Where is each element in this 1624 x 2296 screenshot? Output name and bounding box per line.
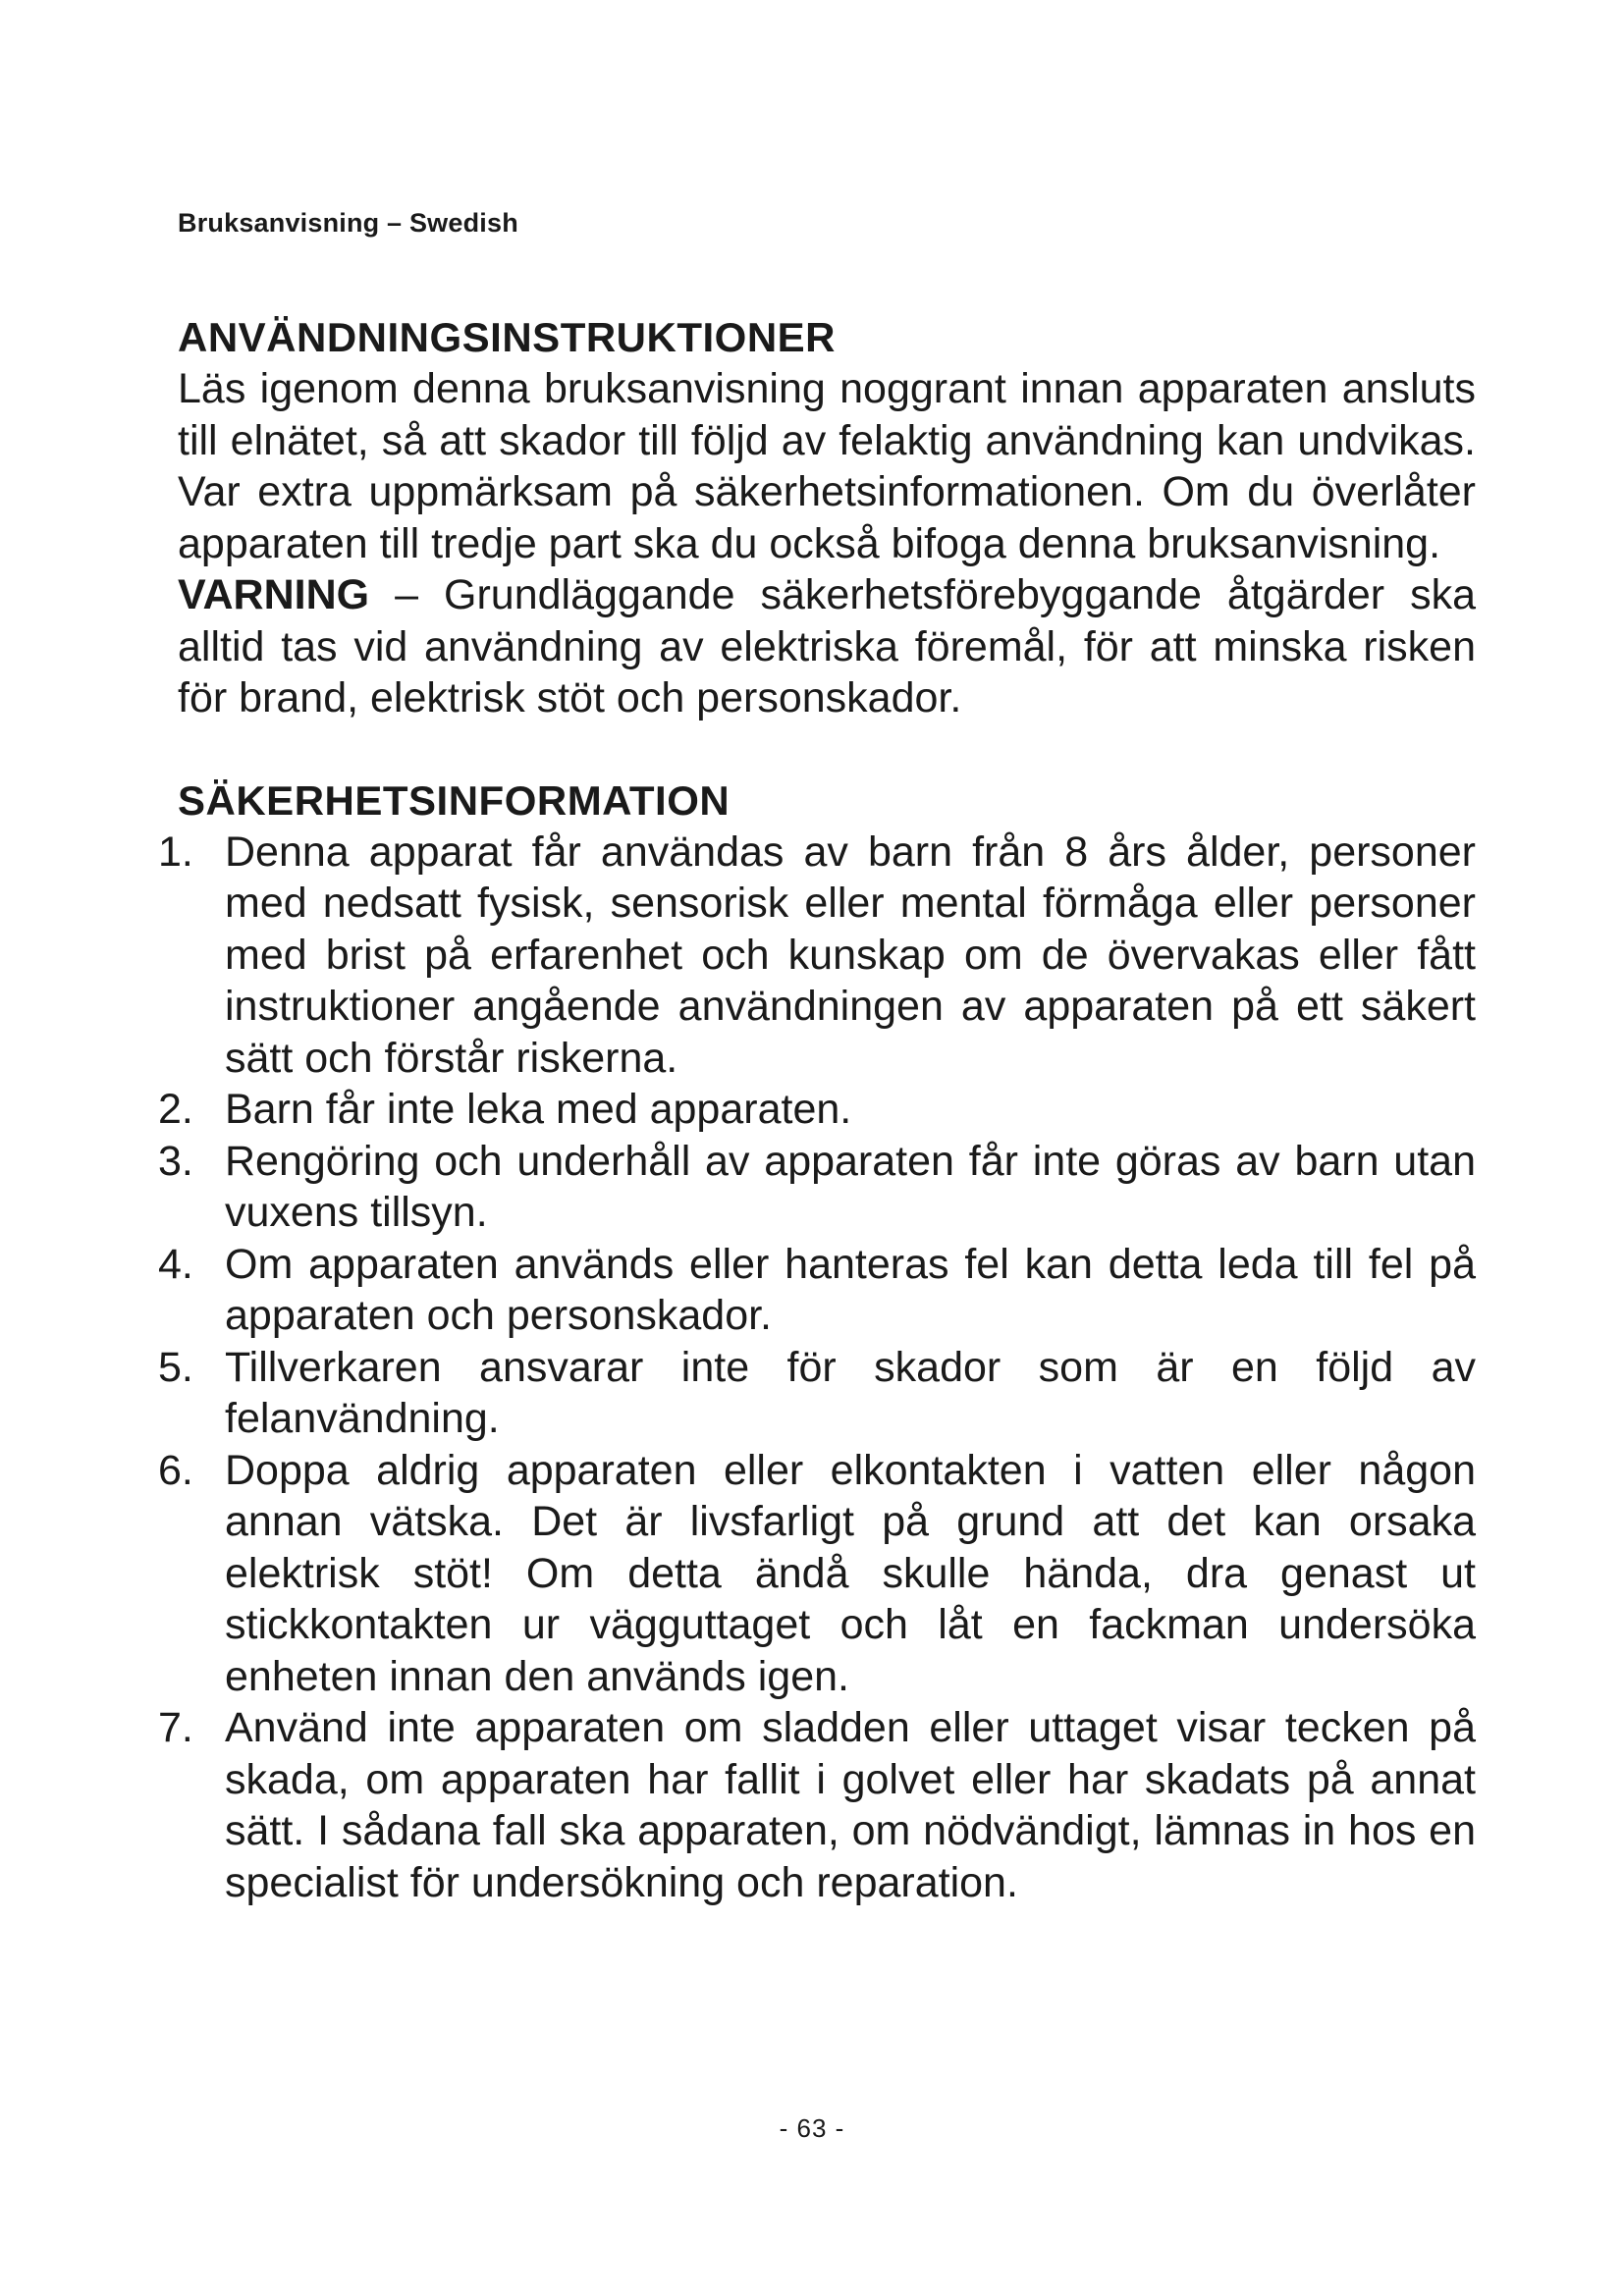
document-header: Bruksanvisning – Swedish [178, 208, 518, 238]
list-item-text: Doppa aldrig apparaten eller elkontakten i vatten eller någon annan vätska. Det är livsfarligt på grund att det kan orsaka elektrisk stöt! Om detta ändå skulle hända, dra genast ut stickkontakten ur vägguttaget och låt en fackman undersöka enheten innan den används igen. [225, 1446, 1476, 1700]
warning-label: VARNING [178, 571, 370, 618]
list-item-text: Om apparaten används eller hanteras fel kan detta leda till fel på apparaten och personskador. [225, 1240, 1476, 1339]
list-item [158, 1239, 1476, 1342]
list-item-number: 7. [158, 1704, 193, 1751]
list-item-text: Tillverkaren ansvarar inte för skador som är en följd av felanvändning. [225, 1343, 1476, 1442]
list-item-number: 2. [158, 1086, 193, 1133]
section-spacer [178, 724, 1476, 775]
page-content [158, 312, 1476, 1908]
list-item [158, 1445, 1476, 1703]
list-item-number: 1. [158, 828, 193, 876]
page-number: - 63 - [779, 2113, 845, 2143]
list-item-text: Använd inte apparaten om sladden eller uttaget visar tecken på skada, om apparaten har fallit i golvet eller har skadats på annat sätt. I sådana fall ska apparaten, om nödvändigt, lämnas in hos en specialist för undersökning och reparation. [225, 1704, 1476, 1906]
list-item-text: Barn får inte leka med apparaten. [225, 1086, 852, 1133]
list-item [158, 1702, 1476, 1908]
list-item-text: Rengöring och underhåll av apparaten får inte göras av barn utan vuxens tillsyn. [225, 1137, 1476, 1236]
list-item [158, 1342, 1476, 1445]
usage-instructions-heading: ANVÄNDNINGSINSTRUKTIONER [178, 314, 837, 360]
intro-paragraph: Läs igenom denna bruksanvisning noggrant innan apparaten ansluts till elnätet, så att skador till följd av felaktig användning kan undvikas. Var extra uppmärksam på säkerhetsinformationen. Om du överlåter apparaten till tredje part ska du också bifoga denna bruksanvisning. [178, 365, 1476, 567]
list-item [158, 827, 1476, 1085]
list-item [158, 1084, 1476, 1136]
list-item-number: 3. [158, 1137, 193, 1185]
safety-list [158, 827, 1476, 1909]
list-item-number: 4. [158, 1240, 193, 1288]
warning-paragraph [178, 569, 1476, 724]
warning-text: – Grundläggande säkerhetsförebyggande åtgärder ska alltid tas vid användning av elektriska föremål, för att minska risken för brand, elektrisk stöt och personskador. [178, 571, 1476, 721]
list-item-number: 5. [158, 1343, 193, 1391]
list-item-text: Denna apparat får användas av barn från 8 års ålder, personer med nedsatt fysisk, sensorisk eller mental förmåga eller personer med brist på erfarenhet och kunskap om de övervakas eller fått instruktioner angående användningen av apparaten på ett säkert sätt och förstår riskerna. [225, 828, 1476, 1082]
safety-information-heading: SÄKERHETSINFORMATION [178, 776, 731, 824]
list-item [158, 1136, 1476, 1239]
list-item-number: 6. [158, 1446, 193, 1494]
